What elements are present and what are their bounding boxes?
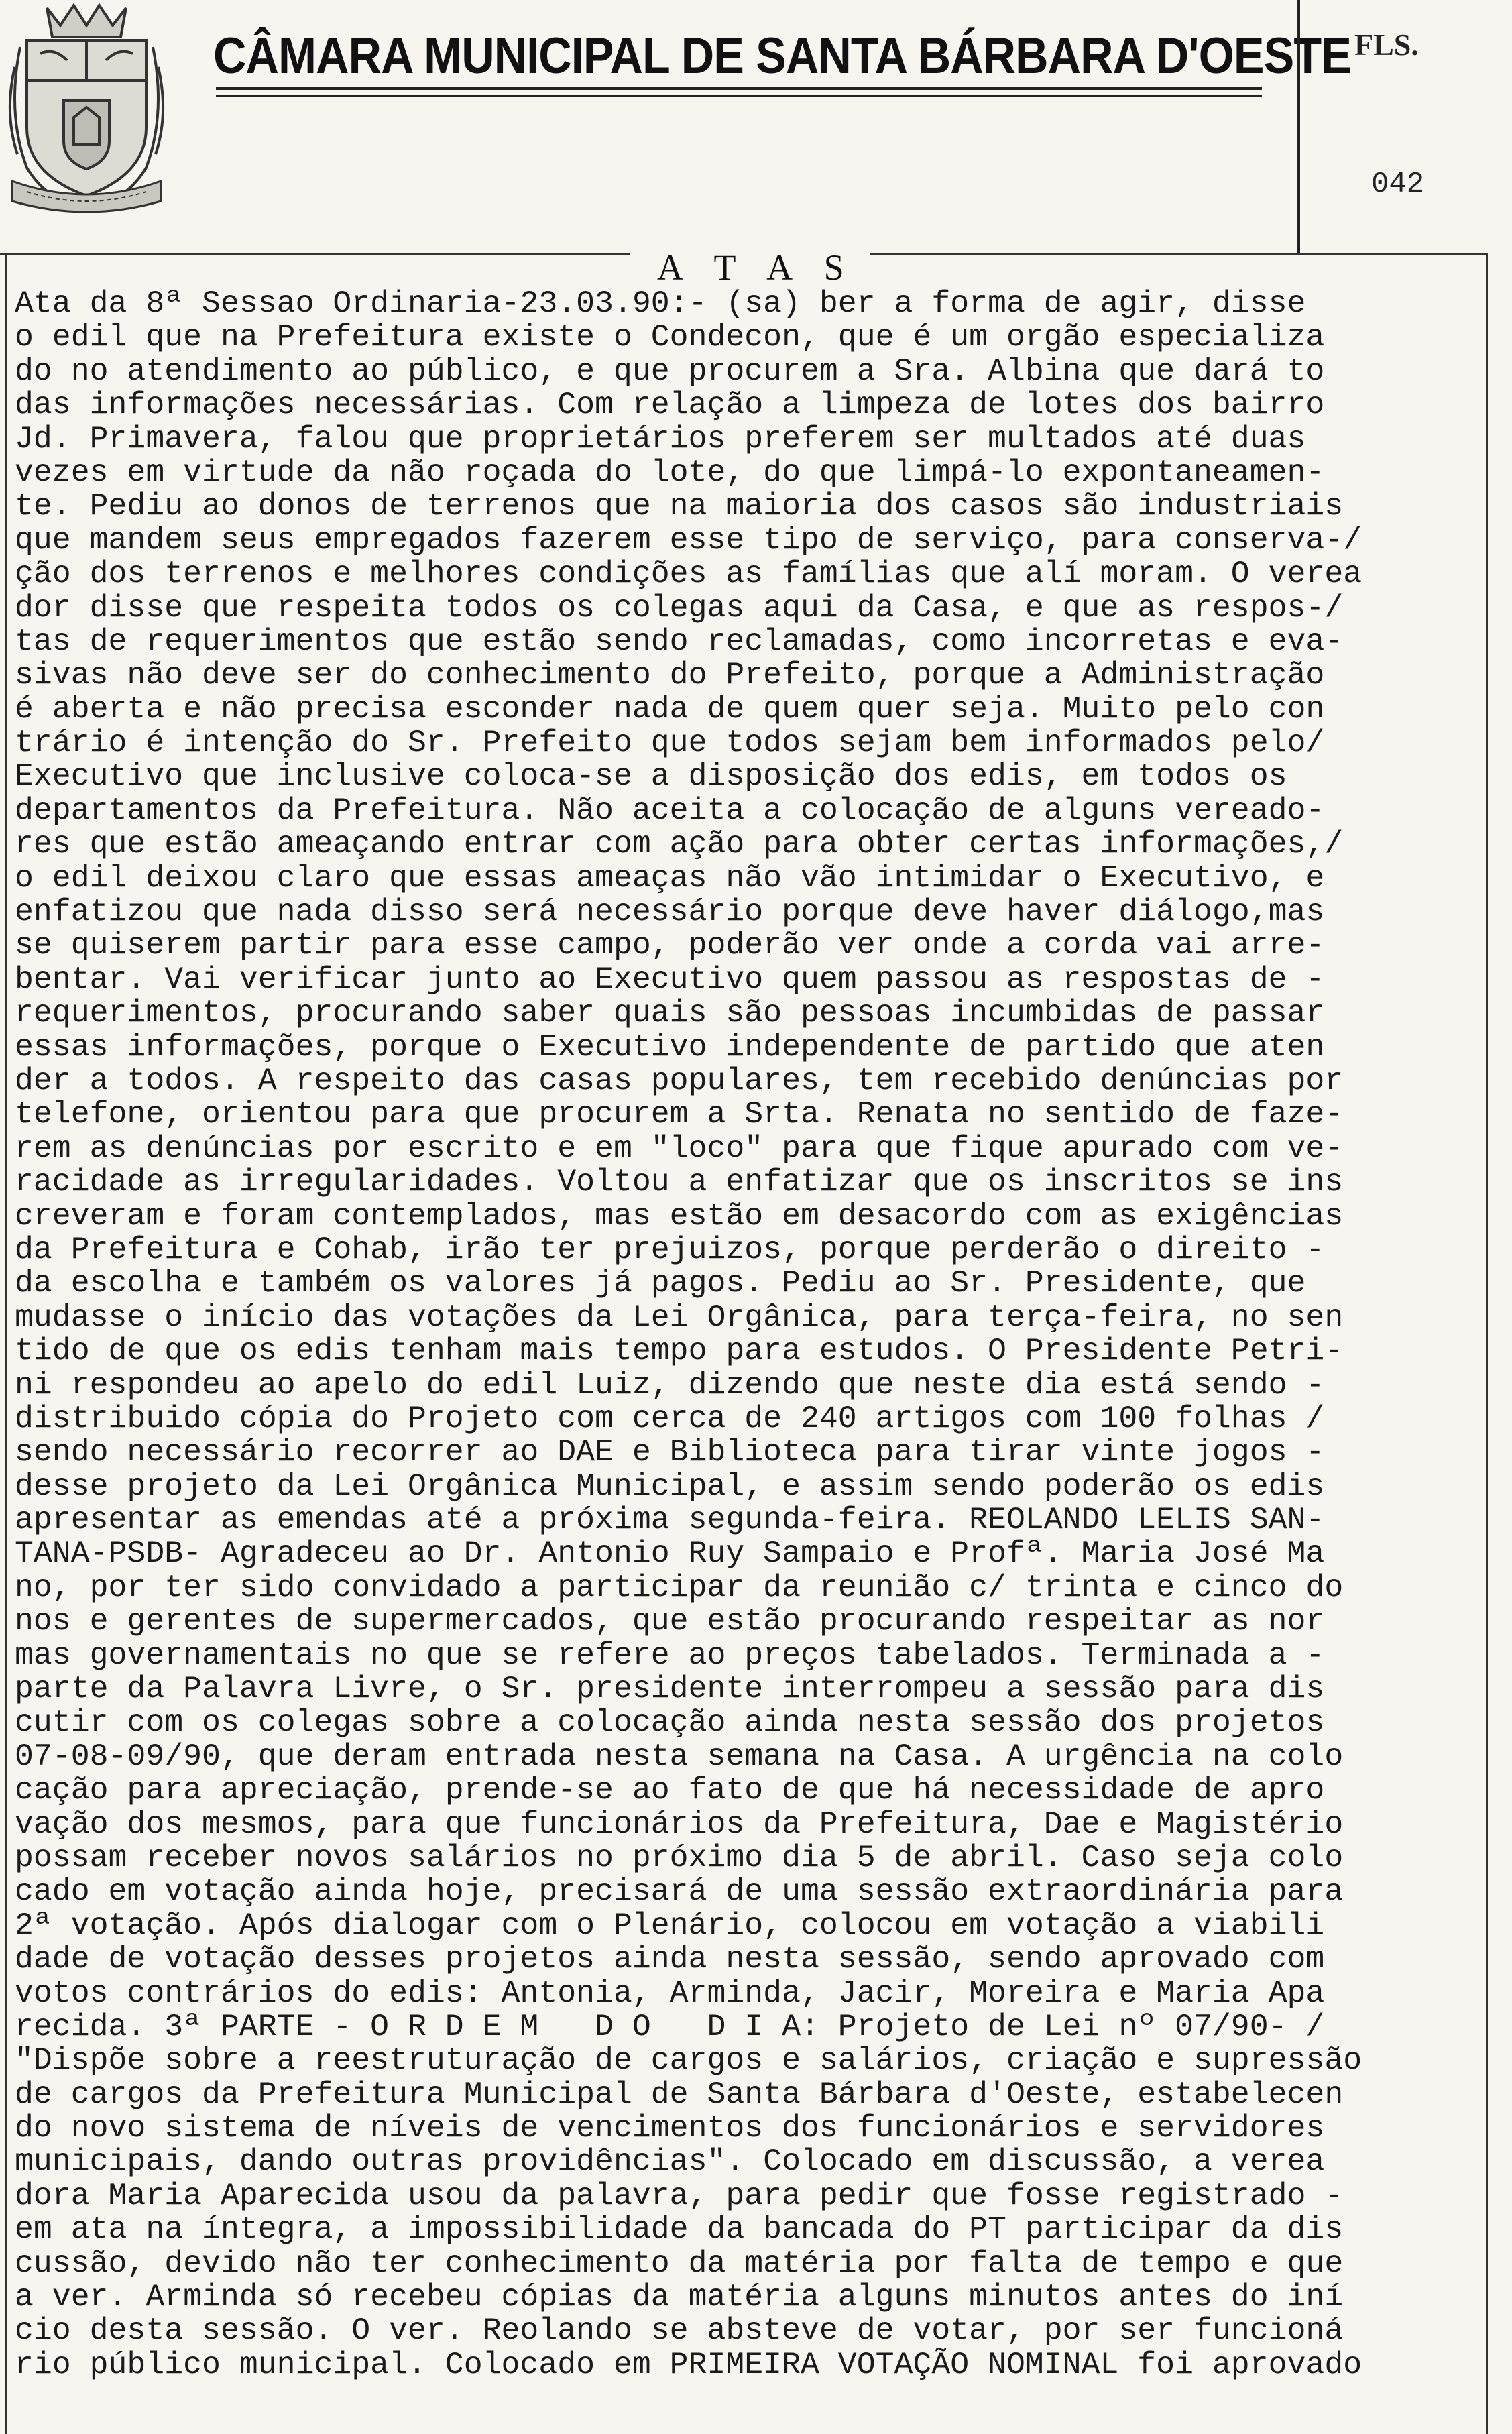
text-line: distribuido cópia do Projeto com cerca de 240 artigos com 100 folhas /: [15, 1401, 1325, 1436]
text-line: o edil que na Prefeitura existe o Condecon, que é um orgão especializa: [15, 321, 1325, 355]
text-line: tas de requerimentos que estão sendo reclamadas, como incorretas e eva-: [15, 624, 1344, 659]
text-line: vezes em virtude da não roçada do lote, do que limpá-lo expontaneamen-: [15, 455, 1325, 490]
text-line: mas governamentais no que se refere ao preços tabelados. Terminada a -: [15, 1638, 1325, 1673]
text-line: Executivo que inclusive coloca-se a disposição dos edis, em todos os: [15, 760, 1287, 794]
text-line: dora Maria Aparecida usou da palavra, para pedir que fosse registrado -: [15, 2179, 1344, 2213]
fls-label: FLS.: [1354, 27, 1419, 62]
text-line: TANA-PSDB- Agradeceu ao Dr. Antonio Ruy Sampaio e Profª. Maria José Ma: [15, 1537, 1325, 1571]
text-line: sendo necessário recorrer ao DAE e Biblioteca para tirar vinte jogos -: [15, 1436, 1325, 1470]
text-line: da escolha e também os valores já pagos. Pediu ao Sr. Presidente, que: [15, 1267, 1306, 1301]
text-line: parte da Palavra Livre, o Sr. presidente interrompeu a sessão para dis: [15, 1672, 1325, 1706]
text-line: cutir com os colegas sobre a colocação ainda nesta sessão dos projetos: [15, 1706, 1325, 1740]
text-line: vação dos mesmos, para que funcionários da Prefeitura, Dae e Magistério: [15, 1807, 1344, 1841]
section-rule-right: [831, 253, 1486, 255]
text-line: nos e gerentes de supermercados, que estão procurando respeitar as nor: [15, 1605, 1325, 1639]
header-divider: [1297, 0, 1300, 255]
text-line: racidade as irregularidades. Voltou a enfatizar que os inscritos se ins: [15, 1165, 1344, 1200]
text-line: requerimentos, procurando saber quais são pessoas incumbidas de passar: [15, 996, 1325, 1031]
text-line: 2ª votação. Após dialogar com o Plenário, colocou em votação a viabili: [15, 1908, 1325, 1943]
text-line: ni respondeu ao apelo do edil Luiz, dizendo que neste dia está sendo -: [15, 1368, 1325, 1402]
text-line: creveram e foram contemplados, mas estão em desacordo com as exigências: [15, 1199, 1344, 1233]
text-line: bentar. Vai verificar junto ao Executivo quem passou as respostas de -: [15, 962, 1325, 997]
text-line: das informações necessárias. Com relação a limpeza de lotes dos bairro: [15, 388, 1325, 422]
text-line: de cargos da Prefeitura Municipal de Santa Bárbara d'Oeste, estabelecen: [15, 2077, 1344, 2112]
text-line: "Dispõe sobre a reestruturação de cargos e salários, criação e supressão: [15, 2044, 1362, 2078]
text-line: trário é intenção do Sr. Prefeito que todos sejam bem informados pelo/: [15, 726, 1325, 760]
text-line: departamentos da Prefeitura. Não aceita a colocação de alguns vereado-: [15, 793, 1325, 828]
text-line: cio desta sessão. O ver. Reolando se absteve de votar, por ser funcioná: [15, 2314, 1344, 2348]
text-line: no, por ter sido convidado a participar da reunião c/ trinta e cinco do: [15, 1570, 1344, 1605]
text-line: o edil deixou claro que essas ameaças não vão intimidar o Executivo, e: [15, 861, 1325, 896]
text-line: votos contrários do edis: Antonia, Arminda, Jacir, Moreira e Maria Apa: [15, 1976, 1325, 2010]
text-line: Ata da 8ª Sessao Ordinaria-23.03.90:- (sa) ber a forma de agir, disse: [15, 287, 1306, 321]
minutes-text: [15, 287, 1487, 2382]
text-line: telefone, orientou para que procurem a Srta. Renata no sentido de faze-: [15, 1098, 1344, 1132]
text-line: municipais, dando outras providências". Colocado em discussão, a verea: [15, 2145, 1325, 2179]
text-line: mudasse o início das votações da Lei Orgânica, para terça-feira, no sen: [15, 1300, 1344, 1335]
text-line: rem as denúncias por escrito e em "loco" para que fique apurado com ve-: [15, 1131, 1344, 1166]
text-line: do novo sistema de níveis de vencimentos dos funcionários e servidores: [15, 2111, 1325, 2146]
page-number: 042: [1371, 168, 1425, 201]
text-line: 07-08-09/90, que deram entrada nesta semana na Casa. A urgência na colo: [15, 1739, 1344, 1774]
text-line: te. Pediu ao donos de terrenos que na maioria dos casos são industriais: [15, 489, 1344, 524]
text-line: cação para apreciação, prende-se ao fato de que há necessidade de apro: [15, 1774, 1325, 1808]
text-line: apresentar as emendas até a próxima segunda-feira. REOLANDO LELIS SAN-: [15, 1503, 1325, 1538]
text-line: res que estão ameaçando entrar com ação para obter certas informações,/: [15, 827, 1344, 862]
text-line: sivas não deve ser do conhecimento do Prefeito, porque a Administração: [15, 658, 1325, 693]
text-line: cado em votação ainda hoje, precisará de uma sessão extraordinária para: [15, 1875, 1344, 1909]
text-line: cussão, devido não ter conhecimento da matéria por falta de tempo e que: [15, 2246, 1344, 2281]
text-line: possam receber novos salários no próximo dia 5 de abril. Caso seja colo: [15, 1841, 1344, 1875]
text-line: tido de que os edis tenham mais tempo para estudos. O Presidente Petri-: [15, 1334, 1344, 1369]
frame-left-border: [5, 253, 7, 2434]
text-line: se quiserem partir para esse campo, poderão ver onde a corda vai arre-: [15, 929, 1325, 963]
title-underline: [216, 87, 1262, 90]
text-line: rio público municipal. Colocado em PRIMEIRA VOTAÇÃO NOMINAL foi aprovado: [15, 2348, 1362, 2382]
text-line: da Prefeitura e Cohab, irão ter prejuizos, porque perderão o direito -: [15, 1232, 1325, 1267]
title-underline: [216, 95, 1262, 97]
text-line: que mandem seus empregados fazerem esse tipo de serviço, para conserva-/: [15, 523, 1362, 558]
section-rule-left: [0, 253, 630, 255]
text-line: recida. 3ª PARTE - O R D E M D O D I A: Projeto de Lei nº 07/90- /: [15, 2010, 1325, 2044]
text-line: a ver. Arminda só recebeu cópias da matéria alguns minutos antes do iní: [15, 2280, 1344, 2315]
section-title: A T A S: [644, 247, 870, 288]
text-line: essas informações, porque o Executivo independente de partido que aten: [15, 1030, 1325, 1064]
text-line: dade de votação desses projetos ainda nesta sessão, sendo aprovado com: [15, 1943, 1325, 1977]
text-line: Jd. Primavera, falou que proprietários preferem ser multados até duas: [15, 422, 1306, 456]
text-line: enfatizou que nada disso será necessário porque deve haver diálogo,mas: [15, 895, 1325, 929]
text-line: é aberta e não precisa esconder nada de quem quer seja. Muito pelo con: [15, 692, 1325, 727]
text-line: dor disse que respeita todos os colegas aqui da Casa, e que as respos-/: [15, 591, 1344, 625]
text-line: desse projeto da Lei Orgânica Municipal, e assim sendo poderão os edis: [15, 1469, 1325, 1504]
text-line: do no atendimento ao público, e que procurem a Sra. Albina que dará to: [15, 354, 1325, 389]
coat-of-arms-icon: [0, 0, 173, 215]
text-line: em ata na íntegra, a impossibilidade da bancada do PT participar da dis: [15, 2213, 1344, 2247]
text-line: der a todos. A respeito das casas populares, tem recebido denúncias por: [15, 1063, 1344, 1098]
text-line: ção dos terrenos e melhores condições as famílias que alí moram. O verea: [15, 557, 1362, 591]
chamber-title: CÂMARA MUNICIPAL DE SANTA BÁRBARA D'OESTE: [213, 27, 1351, 84]
